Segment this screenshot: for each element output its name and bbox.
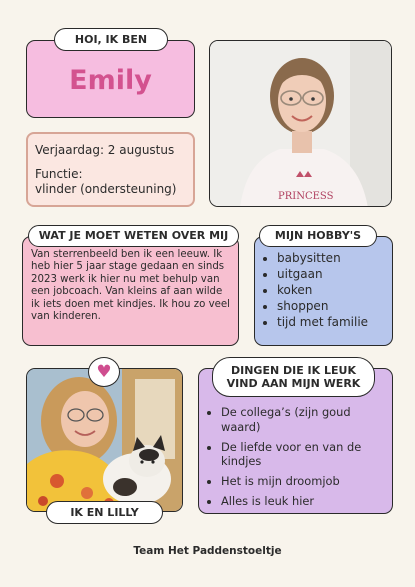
list-item: • De collega’s (zijn goud waard) bbox=[221, 405, 386, 435]
portrait-illustration bbox=[210, 41, 392, 207]
work-list bbox=[203, 405, 386, 509]
heart-icon: ♥ bbox=[96, 361, 112, 382]
function-label: Functie: bbox=[35, 166, 83, 181]
birthday-text: Verjaardag: 2 augustus bbox=[35, 143, 175, 157]
about-text: Van sterrenbeeld ben ik een leeuw. Ik heb hier 5 jaar stage gedaan en sinds 2023 werk ik hier nu met behulp van een jobcoach. Van kleins af aan wilde ik iets doen met kindjes. Ik hou zo veel van kinderen. bbox=[31, 249, 230, 323]
name-card bbox=[26, 40, 195, 118]
list-item: • De liefde voor en van de kindjes bbox=[221, 440, 386, 470]
about-card bbox=[22, 236, 239, 346]
photo-caption: IK EN LILLY bbox=[46, 501, 163, 524]
greeting-label: HOI, IK BEN bbox=[54, 28, 168, 51]
hobbies-card bbox=[254, 236, 393, 346]
list-item: • shoppen bbox=[277, 299, 386, 315]
cat-photo-illustration bbox=[27, 369, 183, 512]
list-item: • Het is mijn droomjob bbox=[221, 474, 386, 489]
work-title: DINGEN DIE IK LEUK VIND AAN MIJN WERK bbox=[212, 357, 375, 397]
info-card bbox=[26, 132, 195, 207]
svg-text:PRINCESS: PRINCESS bbox=[278, 191, 334, 202]
name-title: Emily bbox=[69, 65, 152, 96]
hobbies-title: MIJN HOBBY'S bbox=[259, 225, 377, 247]
photo-with-cat bbox=[26, 368, 183, 512]
list-item: • uitgaan bbox=[277, 267, 386, 283]
list-item: • koken bbox=[277, 283, 386, 299]
heart-badge bbox=[88, 357, 120, 387]
list-item: • tijd met familie bbox=[277, 315, 386, 331]
list-item: • Alles is leuk hier bbox=[221, 494, 386, 509]
profile-photo bbox=[209, 40, 392, 207]
function-value: vlinder (ondersteuning) bbox=[35, 182, 177, 197]
list-item: • babysitten bbox=[277, 251, 386, 267]
hobbies-list bbox=[259, 251, 386, 331]
footer-team: Team Het Paddenstoeltje bbox=[133, 545, 282, 557]
about-title: WAT JE MOET WETEN OVER MIJ bbox=[28, 225, 239, 247]
